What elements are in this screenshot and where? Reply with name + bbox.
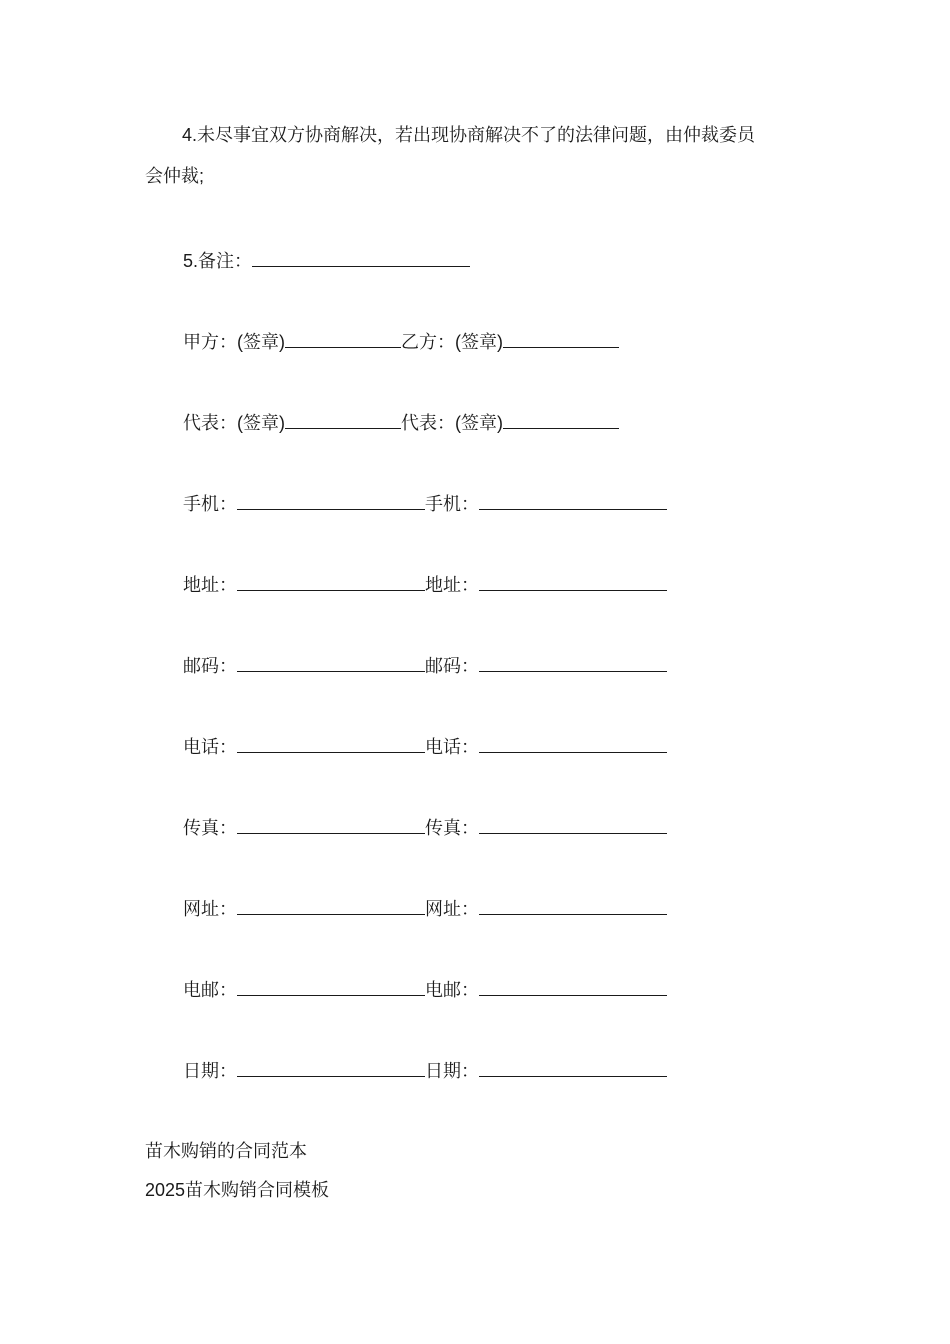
clause-5-remark [183,248,470,273]
info-label-left: 传真： [183,818,237,838]
footer-title-1: 苗木购销的合同范本 [145,1141,307,1161]
info-row-website [183,896,667,921]
info-row-phone [183,734,667,759]
info-label-right: 地址： [425,575,479,595]
info-label-left: 地址： [183,575,237,595]
info-blank-right[interactable] [479,572,667,591]
info-blank-left[interactable] [237,1058,425,1077]
info-row-fax [183,815,667,840]
representative-sign-row [183,410,619,435]
info-blank-left[interactable] [237,734,425,753]
info-label-right: 手机： [425,494,479,514]
clause-4-line-2: 会仲裁; [145,166,205,186]
info-label-right: 邮码： [425,656,479,676]
info-label-left: 邮码： [183,656,237,676]
clause-4-line-1: 4.未尽事宜双方协商解决，若出现协商解决不了的法律问题，由仲裁委员 [182,125,756,145]
info-blank-right[interactable] [479,1058,667,1077]
info-label-left: 手机： [183,494,237,514]
info-row-mobile [183,491,667,516]
info-label-right: 网址： [425,899,479,919]
info-blank-left[interactable] [237,491,425,510]
info-blank-right[interactable] [479,896,667,915]
info-blank-left[interactable] [237,572,425,591]
party-sign-row [183,329,619,354]
party-b-sign-blank[interactable] [503,329,619,348]
info-blank-left[interactable] [237,653,425,672]
party-a-sign-blank[interactable] [285,329,401,348]
info-label-right: 电邮： [425,980,479,1000]
info-label-right: 电话： [425,737,479,757]
footer-title-2: 2025苗木购销合同模板 [145,1180,330,1200]
info-row-address [183,572,667,597]
info-row-date [183,1058,667,1083]
info-blank-left[interactable] [237,977,425,996]
clause-4 [145,115,805,197]
info-blank-right[interactable] [479,977,667,996]
info-label-right: 传真： [425,818,479,838]
info-label-left: 电话： [183,737,237,757]
info-blank-right[interactable] [479,734,667,753]
info-blank-right[interactable] [479,491,667,510]
info-label-left: 网址： [183,899,237,919]
remark-label: 5.备注： [183,251,253,271]
rep-b-sign-blank[interactable] [503,410,619,429]
info-blank-right[interactable] [479,815,667,834]
info-label-right: 日期： [425,1061,479,1081]
info-row-email [183,977,667,1002]
party-a-sign-label: 甲方：(签章) [183,332,285,352]
rep-a-sign-label: 代表：(签章) [183,413,285,433]
rep-a-sign-blank[interactable] [285,410,401,429]
info-label-left: 日期： [183,1061,237,1081]
info-label-left: 电邮： [183,980,237,1000]
remark-blank[interactable] [252,248,470,267]
info-row-postcode [183,653,667,678]
info-blank-right[interactable] [479,653,667,672]
rep-b-sign-label: 代表：(签章) [401,413,503,433]
info-blank-left[interactable] [237,815,425,834]
info-blank-left[interactable] [237,896,425,915]
party-b-sign-label: 乙方：(签章) [401,332,503,352]
